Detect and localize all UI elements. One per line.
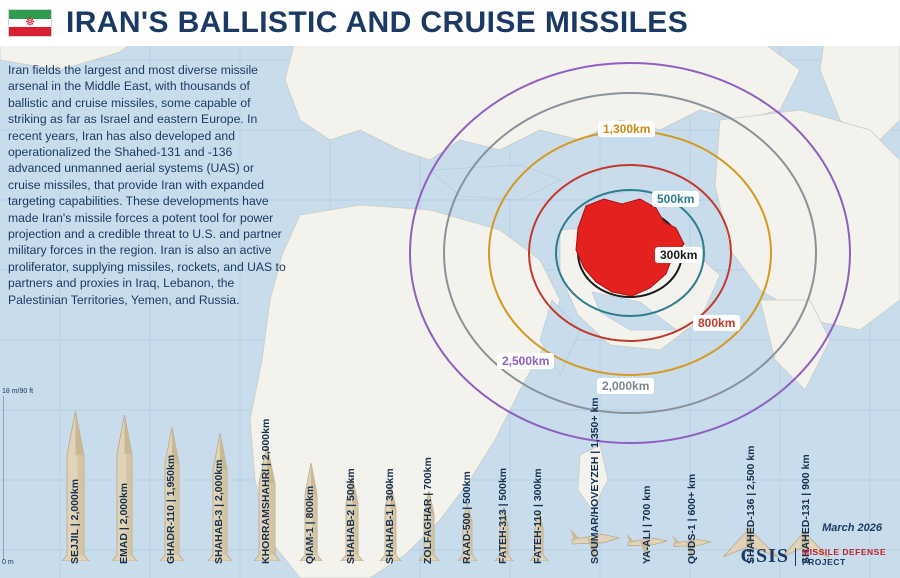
missile-label: SHAHED-136 | 2,500 km — [745, 445, 757, 564]
missile-khorramshahri — [252, 418, 282, 566]
date-stamp: March 2026 — [822, 522, 882, 534]
ring-label-800km: 800km — [693, 315, 740, 331]
missile-soumar-hoveyzeh — [570, 397, 622, 566]
missile-label: SHAHAB-1 | 300km — [383, 468, 396, 564]
missile-raad-500 — [456, 471, 479, 566]
ring-label-2500km: 2,500km — [497, 353, 554, 369]
page-title: IRAN'S BALLISTIC AND CRUISE MISSILES — [66, 6, 689, 39]
missile-label: FATEH-110 | 300km — [532, 468, 544, 564]
missile-fateh-313 — [493, 467, 515, 566]
missile-quds-1 — [672, 473, 714, 566]
missile-label: GHADR-110 | 1,950km — [165, 454, 177, 564]
missile-label: SHAHED-131 | 900 km — [800, 454, 812, 564]
missile-label: QIAM-1 | 800km — [304, 485, 316, 564]
missile-label: RAAD-500 | 500km — [460, 471, 473, 564]
missile-shahab-3 — [206, 433, 234, 566]
missile-ghadr-110 — [158, 427, 186, 566]
csis-wordmark: CSIS — [740, 545, 789, 567]
missile-zolfaghar — [417, 457, 441, 566]
ring-label-300km: 300km — [655, 247, 702, 263]
missile-label: SHAHAB-2 | 500km — [345, 468, 357, 564]
missile-shahab-1 — [378, 468, 403, 566]
ring-label-1300km: 1,300km — [598, 121, 655, 137]
missile-ya-ali — [626, 485, 670, 566]
project-line-1: MISSILE DEFENSE — [801, 546, 886, 557]
intro-paragraph: Iran fields the largest and most diverse missile arsenal in the Middle East, with thousands of ballistic and cruise missiles, some capable of striking as far as Israel and eastern Europe. In recent years, Iran has also developed and operationalized the Shahed-131 and -136 advanced unmanned aerial systems (UAS) or cruise missiles, that provide Iran with expanded targeting capabilities. These developments have made Iran's missile forces a potent tool for power projection and a credible threat to U.S. and partner military forces in the region. Iran is also an active proliferator, supplying missiles, rockets, and UAS to partners and proxies in Iraq, Lebanon, the Palestinian Territories, Yemen, and Russia. — [8, 63, 286, 307]
csis-logo — [741, 545, 887, 568]
scale-bottom-label: 0 m — [2, 559, 14, 566]
project-line-2: PROJECT — [801, 556, 846, 567]
missile-label: FATEH-313 | 500km — [497, 467, 509, 564]
missile-label: QUDS-1 | 600+ km — [686, 473, 698, 564]
missile-label: ZOLFAGHAR | 700km — [422, 457, 434, 564]
missile-emad — [110, 415, 139, 566]
scale-top-label: 18 m/90 ft — [2, 388, 34, 395]
header — [0, 0, 900, 46]
missile-shahab-2 — [339, 468, 365, 566]
missile-label: KHORRAMSHAHRI | 2,000km — [260, 418, 272, 564]
missile-label: SHAHAB-3 | 2,000km — [213, 459, 225, 564]
ring-label-500km: 500km — [652, 191, 699, 207]
missile-label: EMAD | 2,000km — [117, 482, 130, 564]
ring-label-2000km: 2,000km — [597, 378, 654, 394]
missile-qiam-1 — [298, 463, 324, 566]
iran-flag-icon: ☸ — [8, 9, 52, 37]
missile-label: SOUMAR/HOVEYZEH | 1,350+ km — [589, 397, 601, 564]
missile-sejjil — [60, 411, 91, 566]
missile-label: SEJJIL | 2,000km — [68, 478, 81, 564]
missile-fateh-110 — [528, 468, 550, 566]
missile-label: YA-ALI | 700 km — [641, 485, 653, 564]
